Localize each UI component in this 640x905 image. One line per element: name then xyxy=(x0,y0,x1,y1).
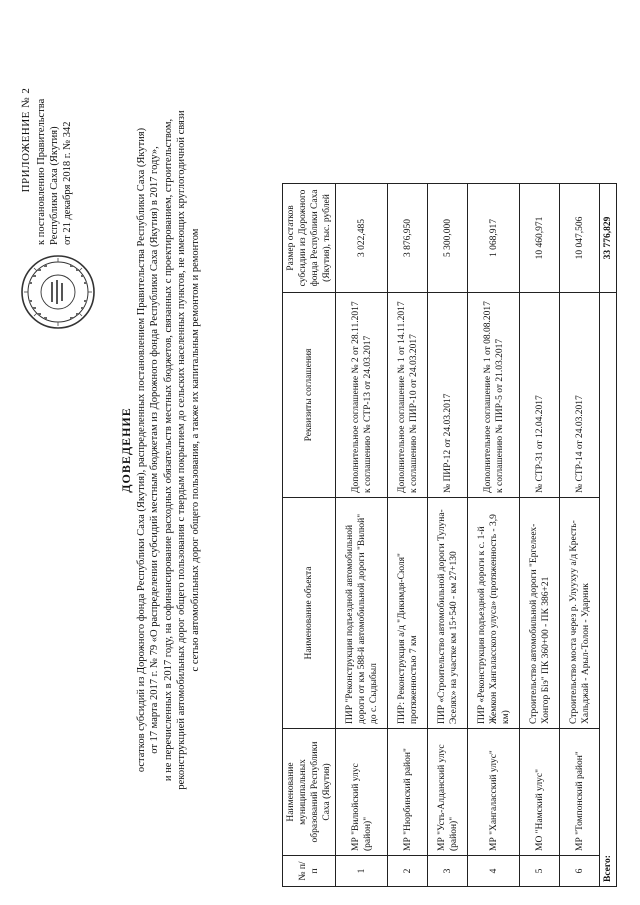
header-object: Наименование объекта xyxy=(283,498,336,729)
total-label: Всего: xyxy=(600,729,617,887)
title-line-4: реконструкцией автомобильных дорог общего пользования с твердым покрытием до сельских населенных пунктов, не имеющих круглогодичной связи xyxy=(176,110,187,790)
cell-municipality: МР "Нюрбинский район" xyxy=(388,729,428,856)
cell-object: ПИР «Реконструкция подъездной дороги к с. 1-й Жемкон Хангаласского улуса» (протяженность - 3,9 км) xyxy=(468,498,520,729)
cell-num: 6 xyxy=(560,856,600,887)
cell-municipality: МР "Хангаласский улус" xyxy=(468,729,520,856)
cell-num: 1 xyxy=(336,856,388,887)
table-row xyxy=(560,184,600,887)
header-amount: Размер остатков субсидии из Дорожного фонда Республики Саха (Якутия), тыс. рублей xyxy=(283,184,336,293)
subsidy-table xyxy=(282,183,617,887)
cell-num: 5 xyxy=(520,856,560,887)
cell-amount: 3 022,485 xyxy=(336,184,388,293)
cell-amount: 3 876,950 xyxy=(388,184,428,293)
appendix-header xyxy=(20,35,74,245)
table-row xyxy=(388,184,428,887)
table-row xyxy=(520,184,560,887)
total-spacer xyxy=(600,498,617,729)
cell-municipality: МР "Вилюйский улус (район)" xyxy=(336,729,388,856)
cell-object: ПИР «Строительство автомобильной дороги Тулуна-Эселях» на участке км 15+540 - км 27+130 xyxy=(428,498,468,729)
table-row xyxy=(468,184,520,887)
cell-requisites: № ПИР-12 от 24.03.2017 xyxy=(428,293,468,498)
table-header-row xyxy=(283,184,336,887)
cell-amount: 1 068,917 xyxy=(468,184,520,293)
cell-municipality: МО "Намский улус" xyxy=(520,729,560,856)
total-spacer xyxy=(600,293,617,498)
appendix-number: ПРИЛОЖЕНИЕ № 2 xyxy=(20,87,32,193)
appendix-line-2: Республики Саха (Якутия) xyxy=(49,126,60,245)
cell-municipality: МР "Томпонский район" xyxy=(560,729,600,856)
cell-object: Строительство моста через р. Улуухуу а/д Кресть-Хальджай - Арыл-Толон - Ударник xyxy=(560,498,600,729)
header-municipality: Наименование муниципальных образований Республики Саха (Якутия) xyxy=(283,729,336,856)
title-line-1: остатков субсидий из Дорожного фонда Республики Саха (Якутия), распределенных постановлением Правительства Республики Саха (Якутия) xyxy=(135,127,147,773)
cell-amount: 5 300,000 xyxy=(428,184,468,293)
cell-requisites: № СТР-14 от 24.03.2017 xyxy=(560,293,600,498)
cell-object: ПИР: Реконструкция а/д "Дикимдя-Сюля" протяженностью 7 км xyxy=(388,498,428,729)
table-row xyxy=(428,184,468,887)
cell-requisites: № СТР-31 от 12.04.2017 xyxy=(520,293,560,498)
cell-municipality: МР "Усть-Алданский улус (район)" xyxy=(428,729,468,856)
cell-requisites: Дополнительное соглашение № 1 от 08.08.2017 к соглашению № ПИР-5 от 21.03.2017 xyxy=(468,293,520,498)
cell-num: 2 xyxy=(388,856,428,887)
cell-requisites: Дополнительное соглашение № 2 от 28.11.2017 к соглашению № СТР-13 от 24.03.2017 xyxy=(336,293,388,498)
title-line-2: от 17 марта 2017 г. № 79 «О распределении субсидий местным бюджетам из Дорожного фонда Республики Саха (Якутия) в 2017 году», xyxy=(149,146,160,754)
document-heading: ДОВЕДЕНИЕ xyxy=(119,407,133,493)
total-value: 33 776,829 xyxy=(600,184,617,293)
cell-num: 3 xyxy=(428,856,468,887)
cell-num: 4 xyxy=(468,856,520,887)
title-line-3: и не перечисленных в 2017 году, на софинансирование расходных обязательств местных бюджетов, связанных с проектированием, строительством, xyxy=(162,118,174,782)
title-line-5: с сетью автомобильных дорог общего пользования, а также их капитальным ремонтом и ремонтом xyxy=(189,228,201,672)
header-num: № п/п xyxy=(283,856,336,887)
cell-amount: 10 047,506 xyxy=(560,184,600,293)
appendix-line-1: к постановлению Правительства xyxy=(36,98,47,245)
cell-requisites: Дополнительное соглашение № 1 от 14.11.2017 к соглашению № ПИР-10 от 24.03.2017 xyxy=(388,293,428,498)
document-title-block xyxy=(120,30,202,870)
cell-object: ПИР "Реконструкция подъездной автомобильной дороги от км 588-й автомобильной дороги "Вилюй" до с. Сыдыбыл xyxy=(336,498,388,729)
cell-amount: 10 460,971 xyxy=(520,184,560,293)
official-seal-stamp xyxy=(20,254,96,330)
table-total-row xyxy=(600,184,617,887)
header-requisites: Реквизиты соглашения xyxy=(283,293,336,498)
table-row xyxy=(336,184,388,887)
appendix-line-3: от 21 декабря 2018 г. № 342 xyxy=(62,121,73,245)
cell-object: Строительство автомобильной дороги "Ергелеех-Хонгор Бiэ" ПК 360+00 - ПК 386+21 xyxy=(520,498,560,729)
